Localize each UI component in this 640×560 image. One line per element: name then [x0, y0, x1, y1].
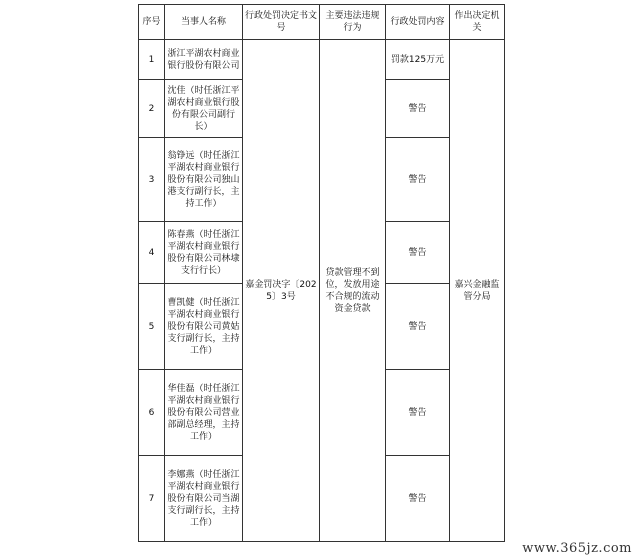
row-penalty: 警告 [386, 80, 450, 138]
row-no: 6 [139, 370, 165, 456]
header-party: 当事人名称 [165, 5, 243, 40]
row-penalty: 警告 [386, 222, 450, 284]
row-penalty: 警告 [386, 456, 450, 542]
row-party: 曹凯健（时任浙江平湖农村商业银行股份有限公司黄姑支行副行长，主持工作） [165, 284, 243, 370]
header-no: 序号 [139, 5, 165, 40]
row-party: 陈春燕（时任浙江平湖农村商业银行股份有限公司林埭支行行长） [165, 222, 243, 284]
row-party: 沈佳（时任浙江平湖农村商业银行股份有限公司副行长） [165, 80, 243, 138]
row-no: 3 [139, 138, 165, 222]
header-row [139, 5, 505, 40]
row-no: 2 [139, 80, 165, 138]
doc-no-cell: 嘉金罚决字〔2025〕3号 [243, 40, 320, 542]
row-no: 1 [139, 40, 165, 80]
violation-cell: 贷款管理不到位，发放用途不合规的流动资金贷款 [320, 40, 386, 542]
authority-cell: 嘉兴金融监管分局 [450, 40, 505, 542]
row-penalty: 罚款125万元 [386, 40, 450, 80]
row-no: 4 [139, 222, 165, 284]
row-penalty: 警告 [386, 370, 450, 456]
row-penalty: 警告 [386, 284, 450, 370]
header-doc-no: 行政处罚决定书文号 [243, 5, 320, 40]
header-authority: 作出决定机关 [450, 5, 505, 40]
header-penalty: 行政处罚内容 [386, 5, 450, 40]
table-row [139, 40, 505, 80]
row-party: 翁铮远（时任浙江平湖农村商业银行股份有限公司独山港支行副行长，主持工作） [165, 138, 243, 222]
row-party: 华佳磊（时任浙江平湖农村商业银行股份有限公司营业部副总经理，主持工作） [165, 370, 243, 456]
row-no: 7 [139, 456, 165, 542]
row-penalty: 警告 [386, 138, 450, 222]
header-violation: 主要违法违规行为 [320, 5, 386, 40]
watermark: www.365jz.com [522, 541, 632, 556]
penalty-table [138, 4, 505, 542]
row-no: 5 [139, 284, 165, 370]
row-party: 李娜燕（时任浙江平湖农村商业银行股份有限公司当湖支行副行长，主持工作） [165, 456, 243, 542]
row-party: 浙江平湖农村商业银行股份有限公司 [165, 40, 243, 80]
